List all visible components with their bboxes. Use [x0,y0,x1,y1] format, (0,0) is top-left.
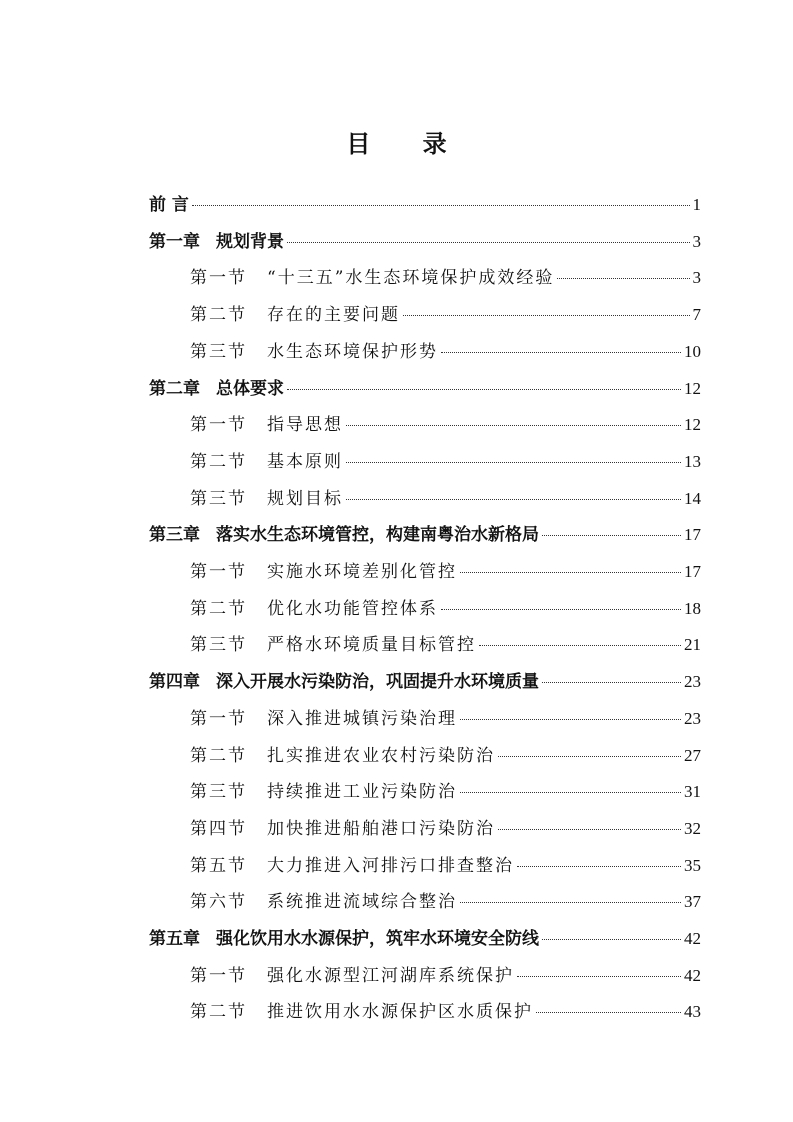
toc-page-number: 23 [684,708,701,728]
toc-page-number: 10 [684,341,701,361]
toc-section-entry[interactable] [190,630,701,660]
toc-section-entry[interactable] [190,557,701,587]
toc-section-entry[interactable] [190,263,701,293]
toc-chapter-entry[interactable] [149,190,701,220]
toc-entry-label [149,667,539,692]
dot-leader [557,278,689,279]
toc-page-number: 31 [684,782,701,802]
toc-entry-number: 前 言 [149,195,189,215]
toc-entry-title: 扎实推进农业农村污染防治 [267,745,495,766]
toc-page-number: 3 [692,268,701,288]
dot-leader [346,425,681,426]
toc-entry-label [190,557,457,582]
toc-entry-number: 第三节 [190,341,247,362]
toc-entry-title: 指导思想 [267,415,343,436]
toc-section-entry[interactable] [190,851,701,881]
toc-entry-label [190,263,554,288]
toc-entry-title: 持续推进工业污染防治 [267,782,457,803]
toc-chapter-entry[interactable] [149,520,701,550]
toc-entry-label [190,594,438,619]
toc-entry-label [190,484,343,509]
toc-entry-title: 实施水环境差别化管控 [267,562,457,582]
toc-entry-label [190,851,514,876]
dot-leader [346,499,681,500]
dot-leader [441,609,681,610]
toc-entry-number: 第二章 [149,378,200,399]
toc-page-number: 12 [684,415,701,435]
dot-leader [536,1012,681,1013]
toc-section-entry[interactable] [190,484,701,514]
dot-leader [498,756,681,757]
toc-page-number: 1 [692,195,701,214]
toc-entry-label [149,924,539,949]
toc-entry-number: 第一节 [190,415,247,436]
toc-section-entry[interactable] [190,594,701,624]
toc-entry-label [190,741,495,766]
toc-page-number: 21 [684,635,701,655]
toc-chapter-entry[interactable] [149,924,701,954]
toc-page-number: 7 [692,305,701,325]
dot-leader [517,866,681,867]
toc-page-number: 43 [684,1002,701,1022]
toc-entry-label [190,410,343,435]
dot-leader [192,205,690,206]
toc-entry-number: 第五节 [190,855,247,876]
toc-entry-title: 大力推进入河排污口排查整治 [267,855,514,876]
toc-page-number: 42 [684,965,701,985]
toc-entry-number: 第一节 [190,708,247,729]
toc-section-entry[interactable] [190,887,701,917]
toc-entry-number: 第一节 [190,562,247,582]
toc-entry-label [149,520,539,545]
toc-entry-title: “十三五”水生态环境保护成效经验 [267,268,555,289]
toc-entry-number: 第三节 [190,488,247,509]
toc-page-number: 3 [692,231,701,251]
toc-entry-number: 第一章 [149,231,200,252]
toc-entry-label [190,630,476,655]
toc-entry-title: 强化饮用水水源保护，筑牢水环境安全防线 [216,929,539,949]
toc-entry-label [190,814,495,839]
toc-page-number: 17 [684,525,701,545]
dot-leader [542,682,681,683]
toc-entry-label [190,337,438,362]
toc-page-number: 13 [684,451,701,471]
toc-entry-number: 第六节 [190,892,247,913]
toc-section-entry[interactable] [190,704,701,734]
toc-entry-number: 第四章 [149,672,200,693]
toc-page-number: 35 [684,855,701,875]
toc-entry-label [190,961,514,986]
dot-leader [287,242,690,243]
toc-entry-title: 深入开展水污染防治，巩固提升水环境质量 [216,672,539,693]
toc-entry-title: 严格水环境质量目标管控 [267,635,476,656]
toc-entry-number: 第一节 [190,268,247,289]
dot-leader [479,645,681,646]
dot-leader [346,462,681,463]
toc-page-number: 23 [684,672,701,692]
toc-entry-title: 总体要求 [216,378,284,399]
dot-leader [287,389,681,390]
toc-entry-number: 第二节 [190,305,247,326]
toc-entry-title: 深入推进城镇污染治理 [267,708,457,729]
toc-section-entry[interactable] [190,741,701,771]
toc-entry-title: 加快推进船舶港口污染防治 [267,818,495,839]
toc-page-number: 12 [684,378,701,398]
page-title: 目 录 [346,130,469,158]
toc-chapter-entry[interactable] [149,667,701,697]
toc-entry-title: 水生态环境保护形势 [267,341,438,362]
toc-section-entry[interactable] [190,777,701,807]
toc-entry-label [190,997,533,1022]
toc-entry-title: 推进饮用水水源保护区水质保护 [267,1002,533,1023]
toc-entry-number: 第三章 [149,525,200,546]
toc-entry-title: 落实水生态环境管控，构建南粤治水新格局 [216,525,539,546]
toc-section-entry[interactable] [190,997,701,1027]
toc-section-entry[interactable] [190,814,701,844]
toc-page-number: 37 [684,892,701,912]
toc-section-entry[interactable] [190,300,701,330]
dot-leader [460,792,681,793]
toc-entry-number: 第二节 [190,1002,247,1023]
toc-entry-label [190,704,457,729]
toc-page-number: 32 [684,818,701,838]
toc-entry-label [149,190,189,215]
toc-entry-number: 第五章 [149,929,200,949]
toc-entry-label [190,300,400,325]
dot-leader [460,719,681,720]
toc-entry-number: 第三节 [190,635,247,656]
dot-leader [542,939,681,940]
toc-page-number: 17 [684,562,701,581]
toc-entry-label [149,374,284,399]
toc-entry-title: 基本原则 [267,451,343,472]
dot-leader [403,315,690,316]
dot-leader [441,352,681,353]
toc-entry-number: 第二节 [190,451,247,472]
toc-entry-label [149,227,284,252]
toc-entry-title: 优化水功能管控体系 [267,598,438,619]
toc-page-number: 42 [684,929,701,948]
toc-entry-title: 规划目标 [267,488,343,509]
dot-leader [517,976,681,977]
toc-entry-number: 第一节 [190,965,247,986]
toc-entry-title: 规划背景 [216,231,284,252]
toc-entry-number: 第三节 [190,782,247,803]
toc-entry-label [190,447,343,472]
toc-section-entry[interactable] [190,337,701,367]
toc-entry-title: 系统推进流域综合整治 [267,892,457,913]
toc-chapter-entry[interactable] [149,374,701,404]
toc-page-number: 18 [684,598,701,618]
dot-leader [460,902,681,903]
toc-section-entry[interactable] [190,961,701,991]
toc-entry-number: 第二节 [190,745,247,766]
toc-section-entry[interactable] [190,447,701,477]
toc-entry-number: 第四节 [190,818,247,839]
toc-section-entry[interactable] [190,410,701,440]
toc-entry-label [190,887,457,912]
toc-page-number: 14 [684,488,701,508]
toc-entry-title: 存在的主要问题 [267,305,400,326]
toc-entry-label [190,777,457,802]
toc-page-number: 27 [684,745,701,765]
toc-chapter-entry[interactable] [149,227,701,257]
dot-leader [498,829,681,830]
toc-entry-number: 第二节 [190,598,247,619]
dot-leader [460,572,681,573]
toc-entry-title: 强化水源型江河湖库系统保护 [267,965,514,986]
dot-leader [542,535,681,536]
